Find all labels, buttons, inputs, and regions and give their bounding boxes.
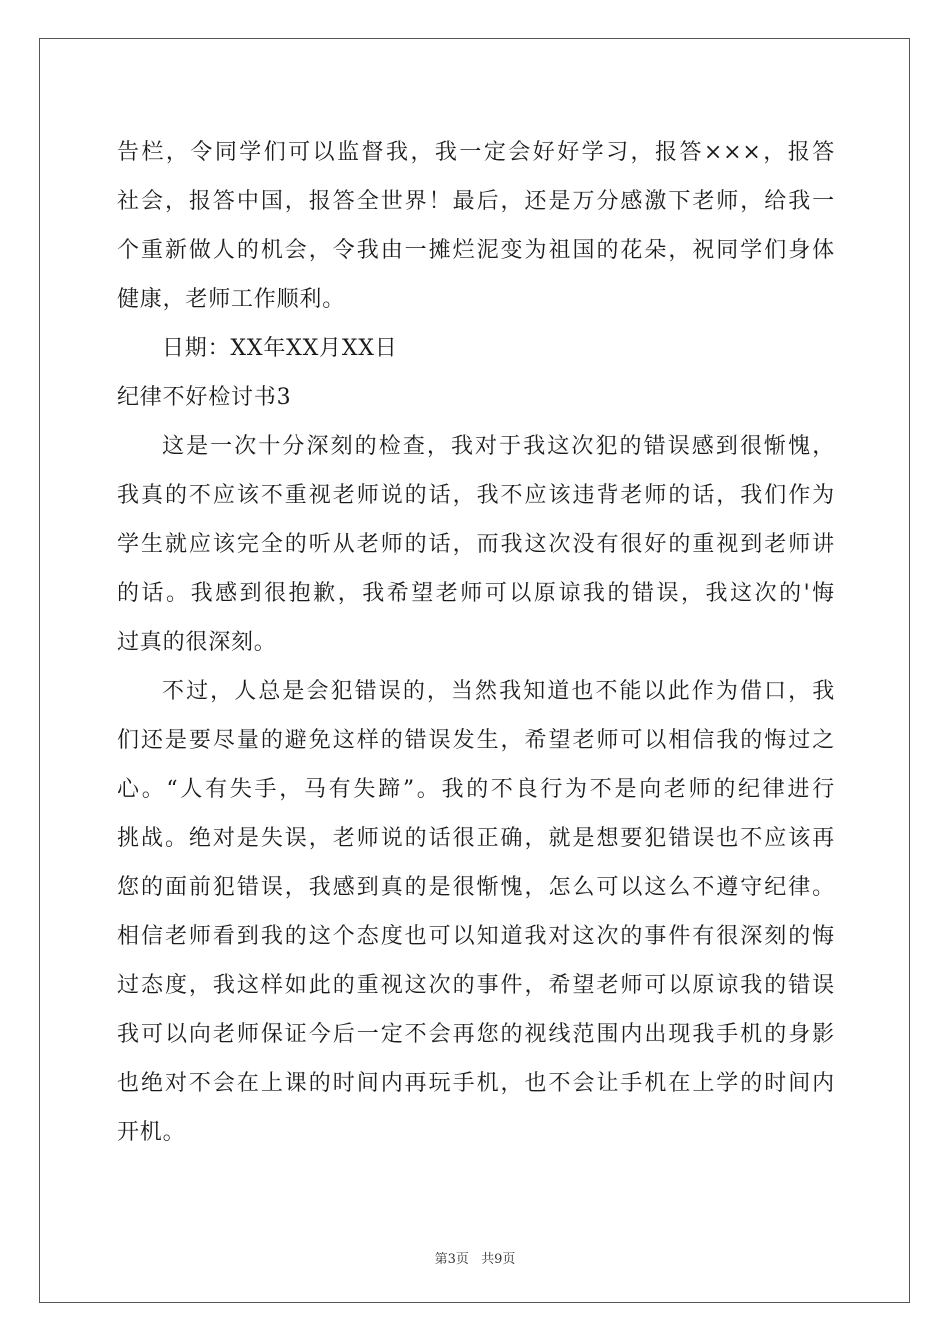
text-line: 个重新做人的机会，令我由一摊烂泥变为祖国的花朵，祝同学们身体	[117, 238, 835, 263]
text-line: 我可以向老师保证今后一定不会再您的视线范围内出现我手机的身影	[117, 1022, 835, 1047]
text-line: 纪律不好检讨书3	[117, 385, 292, 410]
text-line: 我真的不应该不重视老师说的话，我不应该违背老师的话，我们作为	[117, 483, 835, 508]
text-line: 告栏，令同学们可以监督我，我一定会好好学习，报答×××，报答	[117, 140, 835, 165]
document-body	[117, 128, 835, 1157]
text-line: 相信老师看到我的这个态度也可以知道我对这次的事件有很深刻的悔	[117, 924, 835, 949]
text-line: 不过，人总是会犯错误的，当然我知道也不能以此作为借口，我	[162, 679, 835, 704]
text-line: 日期：XX年XX月XX日	[162, 336, 398, 361]
text-line: 健康，老师工作顺利。	[117, 287, 346, 312]
text-line: 过真的很深刻。	[117, 630, 277, 655]
text-line: 社会，报答中国，报答全世界！最后，还是万分感激下老师，给我一	[117, 189, 835, 214]
text-line: 您的面前犯错误，我感到真的是很惭愧，怎么可以这么不遵守纪律。	[117, 875, 835, 900]
text-line: 开机。	[117, 1120, 186, 1145]
text-line: 挑战。绝对是失误，老师说的话很正确，就是想要犯错误也不应该再	[117, 826, 835, 851]
page-total: 共9页	[481, 1252, 516, 1267]
text-line: 这是一次十分深刻的检查，我对于我这次犯的错误感到很惭愧，	[162, 434, 835, 459]
text-line: 心。“人有失手，马有失蹄”。我的不良行为不是向老师的纪律进行	[117, 777, 835, 802]
text-line: 们还是要尽量的避免这样的错误发生，希望老师可以相信我的悔过之	[117, 728, 835, 753]
text-line: 学生就应该完全的听从老师的话，而我这次没有很好的重视到老师讲	[117, 532, 835, 557]
text-line: 的话。我感到很抱歉，我希望老师可以原谅我的错误，我这次的'悔	[117, 581, 835, 606]
text-line: 过态度，我这样如此的重视这次的事件，希望老师可以原谅我的错误	[117, 973, 835, 998]
page-footer	[0, 1248, 950, 1267]
text-line: 也绝对不会在上课的时间内再玩手机，也不会让手机在上学的时间内	[117, 1071, 835, 1096]
page-number: 第3页	[434, 1252, 469, 1267]
